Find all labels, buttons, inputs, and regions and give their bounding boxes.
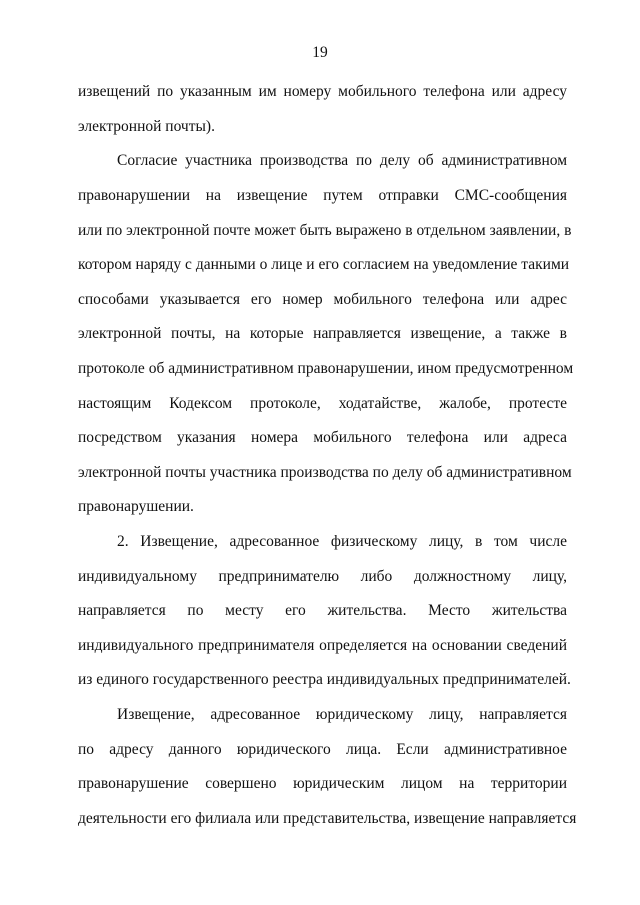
text-line: способами указывается его номер мобильного телефона или адрес: [78, 291, 567, 308]
text-line: электронной почты участника производства по делу об административном: [78, 464, 572, 481]
text-line: правонарушении.: [78, 498, 194, 515]
text-line: по адресу данного юридического лица. Если административное: [78, 741, 567, 758]
text-line: индивидуальному предпринимателю либо должностному лицу,: [78, 568, 567, 585]
text-line: извещений по указанным им номеру мобильного телефона или адресу: [78, 83, 567, 100]
text-line: настоящим Кодексом протоколе, ходатайстве, жалобе, протесте: [78, 395, 567, 412]
text-line: электронной почты).: [78, 118, 215, 135]
text-line: Согласие участника производства по делу об административном: [117, 152, 567, 169]
text-line: Извещение, адресованное юридическому лицу, направляется: [117, 706, 567, 723]
text-line: 2. Извещение, адресованное физическому лицу, в том числе: [117, 533, 567, 550]
text-line: индивидуального предпринимателя определяется на основании сведений: [78, 637, 567, 654]
text-line: правонарушении на извещение путем отправки СМС-сообщения: [78, 187, 567, 204]
text-line: котором наряду с данными о лице и его согласием на уведомление такими: [78, 256, 570, 273]
text-line: из единого государственного реестра индивидуальных предпринимателей.: [78, 671, 571, 688]
text-line: электронной почты, на которые направляется извещение, а также в: [78, 325, 567, 342]
text-line: посредством указания номера мобильного телефона или адреса: [78, 429, 567, 446]
text-line: деятельности его филиала или представительства, извещение направляется: [78, 810, 577, 827]
page-number: 19: [312, 44, 328, 61]
text-line: протоколе об административном правонарушении, ином предусмотренном: [78, 360, 574, 377]
text-line: или по электронной почте может быть выражено в отдельном заявлении, в: [78, 222, 572, 239]
text-line: направляется по месту его жительства. Место жительства: [78, 602, 567, 619]
text-line: правонарушение совершено юридическим лицом на территории: [78, 775, 567, 792]
